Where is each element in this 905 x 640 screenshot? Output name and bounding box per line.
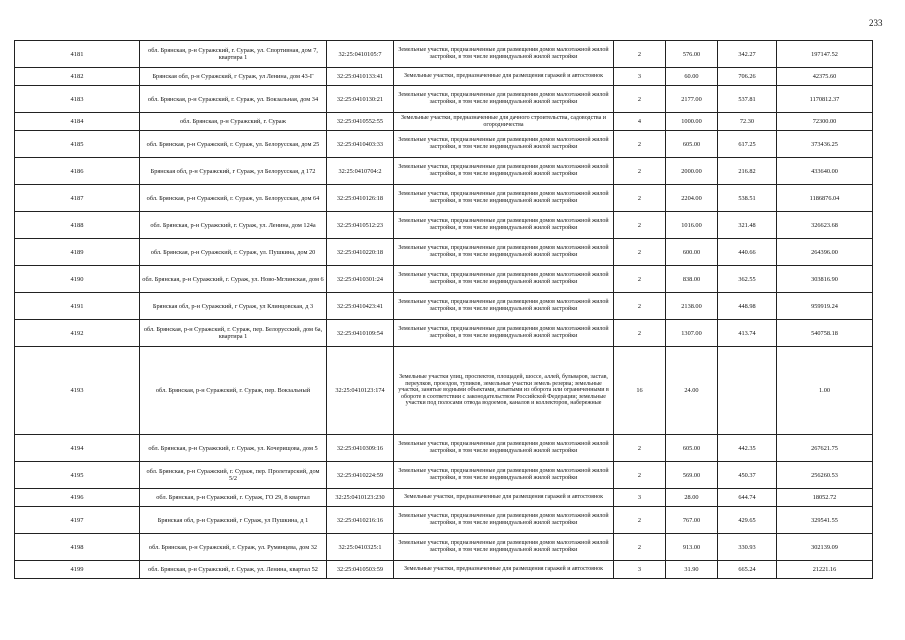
page-number: 233 xyxy=(869,18,883,28)
land-purpose-cell: Земельные участки, предназначенные для размещения домов малоэтажной жилой застройки, в том числе индивидуальной жилой застройки xyxy=(394,435,614,462)
area-cell: 576.00 xyxy=(666,41,718,68)
row-number: 4196 xyxy=(15,489,140,507)
table-row xyxy=(15,293,873,320)
table-row xyxy=(15,320,873,347)
group-number-cell: 2 xyxy=(614,266,666,293)
cadastral-number-cell: 32:25:0410423:41 xyxy=(327,293,394,320)
area-cell: 1016.00 xyxy=(666,212,718,239)
group-number-cell: 3 xyxy=(614,489,666,507)
cadastral-value-cell: 42375.60 xyxy=(777,68,873,86)
cadastral-value-cell: 1170812.37 xyxy=(777,86,873,113)
group-number-cell: 2 xyxy=(614,239,666,266)
group-number-cell: 3 xyxy=(614,561,666,579)
land-purpose-cell: Земельные участки, предназначенные для размещения домов малоэтажной жилой застройки, в том числе индивидуальной жилой застройки xyxy=(394,320,614,347)
cadastral-value-cell: 197147.52 xyxy=(777,41,873,68)
land-purpose-cell: Земельные участки, предназначенные для размещения домов малоэтажной жилой застройки, в том числе индивидуальной жилой застройки xyxy=(394,507,614,534)
address-cell: Брянская обл, р-н Суражский, г Сураж, ул Ленина, дом 43-Г xyxy=(140,68,327,86)
specific-value-cell: 450.37 xyxy=(718,462,777,489)
cadastral-number-cell: 32:25:0410309:16 xyxy=(327,435,394,462)
row-number: 4193 xyxy=(15,347,140,435)
address-cell: обл. Брянская, р-н Суражский, г. Сураж, ул. Спортивная, дом 7, квартира 1 xyxy=(140,41,327,68)
table-row xyxy=(15,131,873,158)
table-row xyxy=(15,347,873,435)
table-row xyxy=(15,185,873,212)
area-cell: 60.00 xyxy=(666,68,718,86)
address-cell: Брянская обл, р-н Суражский, г Сураж, ул Белорусская, д 172 xyxy=(140,158,327,185)
specific-value-cell: 362.55 xyxy=(718,266,777,293)
area-cell: 2177.00 xyxy=(666,86,718,113)
cadastral-value-cell: 72300.00 xyxy=(777,113,873,131)
cadastral-number-cell: 32:25:0410301:24 xyxy=(327,266,394,293)
table-row xyxy=(15,534,873,561)
land-purpose-cell: Земельные участки, предназначенные для размещения домов малоэтажной жилой застройки, в том числе индивидуальной жилой застройки xyxy=(394,239,614,266)
group-number-cell: 4 xyxy=(614,113,666,131)
row-number: 4185 xyxy=(15,131,140,158)
specific-value-cell: 321.48 xyxy=(718,212,777,239)
cadastral-number-cell: 32:25:0410133:41 xyxy=(327,68,394,86)
land-purpose-cell: Земельные участки улиц, проспектов, площадей, шоссе, аллей, бульваров, застав, переулков, проездов, тупиков, земельные участки земель резерва; земельные участки, занятые водными объектами, изъятыми из оборота или ограниченными в обороте в соответствии с законодательством Российской Федерации; земельные участки под полосами отвода водоемов, каналов и коллекторов, набережные xyxy=(394,347,614,435)
table-row xyxy=(15,113,873,131)
land-purpose-cell: Земельные участки, предназначенные для размещения домов малоэтажной жилой застройки, в том числе индивидуальной жилой застройки xyxy=(394,293,614,320)
group-number-cell: 2 xyxy=(614,462,666,489)
row-number: 4195 xyxy=(15,462,140,489)
area-cell: 2138.00 xyxy=(666,293,718,320)
table-row xyxy=(15,489,873,507)
area-cell: 2000.00 xyxy=(666,158,718,185)
area-cell: 31.90 xyxy=(666,561,718,579)
specific-value-cell: 665.24 xyxy=(718,561,777,579)
group-number-cell: 2 xyxy=(614,185,666,212)
table-row xyxy=(15,212,873,239)
cadastral-value-cell: 256260.53 xyxy=(777,462,873,489)
cadastral-value-cell: 302139.09 xyxy=(777,534,873,561)
address-cell: обл. Брянская, р-н Суражский, г. Сураж, ул. Пушкина, дом 20 xyxy=(140,239,327,266)
row-number: 4190 xyxy=(15,266,140,293)
cadastral-value-table xyxy=(14,40,873,579)
cadastral-number-cell: 32:25:0410216:16 xyxy=(327,507,394,534)
row-number: 4186 xyxy=(15,158,140,185)
table-row xyxy=(15,266,873,293)
table-row xyxy=(15,86,873,113)
land-purpose-cell: Земельные участки, предназначенные для размещения гаражей и автостоянок xyxy=(394,561,614,579)
land-purpose-cell: Земельные участки, предназначенные для размещения домов малоэтажной жилой застройки, в том числе индивидуальной жилой застройки xyxy=(394,534,614,561)
land-purpose-cell: Земельные участки, предназначенные для размещения домов малоэтажной жилой застройки, в том числе индивидуальной жилой застройки xyxy=(394,185,614,212)
cadastral-value-cell: 326623.68 xyxy=(777,212,873,239)
cadastral-value-cell: 267621.75 xyxy=(777,435,873,462)
cadastral-number-cell: 32:25:0410130:21 xyxy=(327,86,394,113)
row-number: 4192 xyxy=(15,320,140,347)
row-number: 4182 xyxy=(15,68,140,86)
area-cell: 913.00 xyxy=(666,534,718,561)
specific-value-cell: 440.66 xyxy=(718,239,777,266)
area-cell: 605.00 xyxy=(666,131,718,158)
address-cell: обл. Брянская, р-н Суражский, г. Сураж, ул. Румянцева, дом 32 xyxy=(140,534,327,561)
cadastral-number-cell: 32:25:0410325:1 xyxy=(327,534,394,561)
land-purpose-cell: Земельные участки, предназначенные для размещения гаражей и автостоянок xyxy=(394,489,614,507)
cadastral-number-cell: 32:25:0410123:174 xyxy=(327,347,394,435)
land-purpose-cell: Земельные участки, предназначенные для размещения гаражей и автостоянок xyxy=(394,68,614,86)
cadastral-value-cell: 540758.18 xyxy=(777,320,873,347)
area-cell: 767.00 xyxy=(666,507,718,534)
area-cell: 24.00 xyxy=(666,347,718,435)
specific-value-cell: 538.51 xyxy=(718,185,777,212)
address-cell: обл. Брянская, р-н Суражский, г. Сураж, пер. Пролетарский, дом 5/2 xyxy=(140,462,327,489)
specific-value-cell: 342.27 xyxy=(718,41,777,68)
group-number-cell: 2 xyxy=(614,41,666,68)
cadastral-number-cell: 32:25:0410552:55 xyxy=(327,113,394,131)
group-number-cell: 2 xyxy=(614,534,666,561)
table-row xyxy=(15,239,873,266)
cadastral-number-cell: 32:25:0410105:7 xyxy=(327,41,394,68)
cadastral-value-cell: 1.00 xyxy=(777,347,873,435)
row-number: 4197 xyxy=(15,507,140,534)
table-row xyxy=(15,41,873,68)
specific-value-cell: 617.25 xyxy=(718,131,777,158)
cadastral-number-cell: 32:25:0410109:54 xyxy=(327,320,394,347)
area-cell: 569.00 xyxy=(666,462,718,489)
group-number-cell: 2 xyxy=(614,212,666,239)
cadastral-number-cell: 32:25:0410220:18 xyxy=(327,239,394,266)
cadastral-value-cell: 373436.25 xyxy=(777,131,873,158)
table-row xyxy=(15,561,873,579)
address-cell: обл. Брянская, р-н Суражский, г. Сураж, ул. Ленина, квартал 52 xyxy=(140,561,327,579)
address-cell: обл. Брянская, р-н Суражский, г. Сураж, ул. Вокзальная, дом 34 xyxy=(140,86,327,113)
row-number: 4194 xyxy=(15,435,140,462)
group-number-cell: 2 xyxy=(614,131,666,158)
cadastral-value-cell: 303816.90 xyxy=(777,266,873,293)
address-cell: обл. Брянская, р-н Суражский, г. Сураж, ГО 29, 8 квартал xyxy=(140,489,327,507)
specific-value-cell: 72.30 xyxy=(718,113,777,131)
address-cell: обл. Брянская, р-н Суражский, г. Сураж, ул. Ново-Мглинская, дом 6 xyxy=(140,266,327,293)
specific-value-cell: 330.93 xyxy=(718,534,777,561)
table-row xyxy=(15,435,873,462)
specific-value-cell: 706.26 xyxy=(718,68,777,86)
group-number-cell: 2 xyxy=(614,158,666,185)
address-cell: обл. Брянская, р-н Суражский, г. Сураж, пер. Белорусский, дом 6а, квартира 1 xyxy=(140,320,327,347)
table-body xyxy=(15,41,873,579)
cadastral-value-cell: 1186876.04 xyxy=(777,185,873,212)
area-cell: 28.00 xyxy=(666,489,718,507)
cadastral-number-cell: 32:25:0410403:33 xyxy=(327,131,394,158)
cadastral-value-cell: 433640.00 xyxy=(777,158,873,185)
address-cell: обл. Брянская, р-н Суражский, г. Сураж, ул. Белорусская, дом 25 xyxy=(140,131,327,158)
land-purpose-cell: Земельные участки, предназначенные для размещения домов малоэтажной жилой застройки, в том числе индивидуальной жилой застройки xyxy=(394,266,614,293)
area-cell: 605.00 xyxy=(666,435,718,462)
specific-value-cell: 216.82 xyxy=(718,158,777,185)
specific-value-cell xyxy=(718,347,777,435)
land-purpose-cell: Земельные участки, предназначенные для размещения домов малоэтажной жилой застройки, в том числе индивидуальной жилой застройки xyxy=(394,158,614,185)
land-purpose-cell: Земельные участки, предназначенные для размещения домов малоэтажной жилой застройки, в том числе индивидуальной жилой застройки xyxy=(394,41,614,68)
table-row xyxy=(15,462,873,489)
row-number: 4181 xyxy=(15,41,140,68)
address-cell: обл. Брянская, р-н Суражский, г. Сураж xyxy=(140,113,327,131)
land-purpose-cell: Земельные участки, предназначенные для размещения домов малоэтажной жилой застройки, в том числе индивидуальной жилой застройки xyxy=(394,86,614,113)
area-cell: 1307.00 xyxy=(666,320,718,347)
group-number-cell: 3 xyxy=(614,68,666,86)
row-number: 4198 xyxy=(15,534,140,561)
cadastral-value-cell: 264396.00 xyxy=(777,239,873,266)
cadastral-number-cell: 32:25:0410123:230 xyxy=(327,489,394,507)
cadastral-number-cell: 32:25:0410224:59 xyxy=(327,462,394,489)
row-number: 4184 xyxy=(15,113,140,131)
address-cell: Брянская обл, р-н Суражский, г Сураж, ул Пушкина, д 1 xyxy=(140,507,327,534)
table-row xyxy=(15,507,873,534)
area-cell: 1000.00 xyxy=(666,113,718,131)
cadastral-value-cell: 21221.16 xyxy=(777,561,873,579)
group-number-cell: 2 xyxy=(614,435,666,462)
cadastral-number-cell: 32:25:0410704:2 xyxy=(327,158,394,185)
specific-value-cell: 429.65 xyxy=(718,507,777,534)
cadastral-value-cell: 18052.72 xyxy=(777,489,873,507)
address-cell: обл. Брянская, р-н Суражский, г. Сураж, пер. Вокзальный xyxy=(140,347,327,435)
address-cell: обл. Брянская, р-н Суражский, г. Сураж, ул. Белорусская, дом 64 xyxy=(140,185,327,212)
group-number-cell: 16 xyxy=(614,347,666,435)
cadastral-number-cell: 32:25:0410512:23 xyxy=(327,212,394,239)
area-cell: 2204.00 xyxy=(666,185,718,212)
specific-value-cell: 644.74 xyxy=(718,489,777,507)
land-purpose-cell: Земельные участки, предназначенные для размещения домов малоэтажной жилой застройки, в том числе индивидуальной жилой застройки xyxy=(394,212,614,239)
cadastral-number-cell: 32:25:0410126:18 xyxy=(327,185,394,212)
row-number: 4188 xyxy=(15,212,140,239)
address-cell: обл. Брянская, р-н Суражский, г. Сураж, ул. Ленина, дом 124а xyxy=(140,212,327,239)
group-number-cell: 2 xyxy=(614,507,666,534)
group-number-cell: 2 xyxy=(614,320,666,347)
address-cell: обл. Брянская, р-н Суражский, г. Сураж, ул. Кочерищова, дом 5 xyxy=(140,435,327,462)
specific-value-cell: 413.74 xyxy=(718,320,777,347)
row-number: 4199 xyxy=(15,561,140,579)
land-purpose-cell: Земельные участки, предназначенные для дачного строительства, садоводства и огородничества xyxy=(394,113,614,131)
row-number: 4191 xyxy=(15,293,140,320)
cadastral-number-cell: 32:25:0410503:59 xyxy=(327,561,394,579)
group-number-cell: 2 xyxy=(614,293,666,320)
group-number-cell: 2 xyxy=(614,86,666,113)
address-cell: Брянская обл, р-н Суражский, г Сураж, ул Клинцовская, д 3 xyxy=(140,293,327,320)
specific-value-cell: 442.35 xyxy=(718,435,777,462)
table-row xyxy=(15,158,873,185)
specific-value-cell: 448.98 xyxy=(718,293,777,320)
land-purpose-cell: Земельные участки, предназначенные для размещения домов малоэтажной жилой застройки, в том числе индивидуальной жилой застройки xyxy=(394,131,614,158)
specific-value-cell: 537.81 xyxy=(718,86,777,113)
row-number: 4187 xyxy=(15,185,140,212)
land-purpose-cell: Земельные участки, предназначенные для размещения домов малоэтажной жилой застройки, в том числе индивидуальной жилой застройки xyxy=(394,462,614,489)
cadastral-value-cell: 959919.24 xyxy=(777,293,873,320)
cadastral-value-cell: 329541.55 xyxy=(777,507,873,534)
row-number: 4183 xyxy=(15,86,140,113)
table-row xyxy=(15,68,873,86)
area-cell: 600.00 xyxy=(666,239,718,266)
row-number: 4189 xyxy=(15,239,140,266)
area-cell: 838.00 xyxy=(666,266,718,293)
